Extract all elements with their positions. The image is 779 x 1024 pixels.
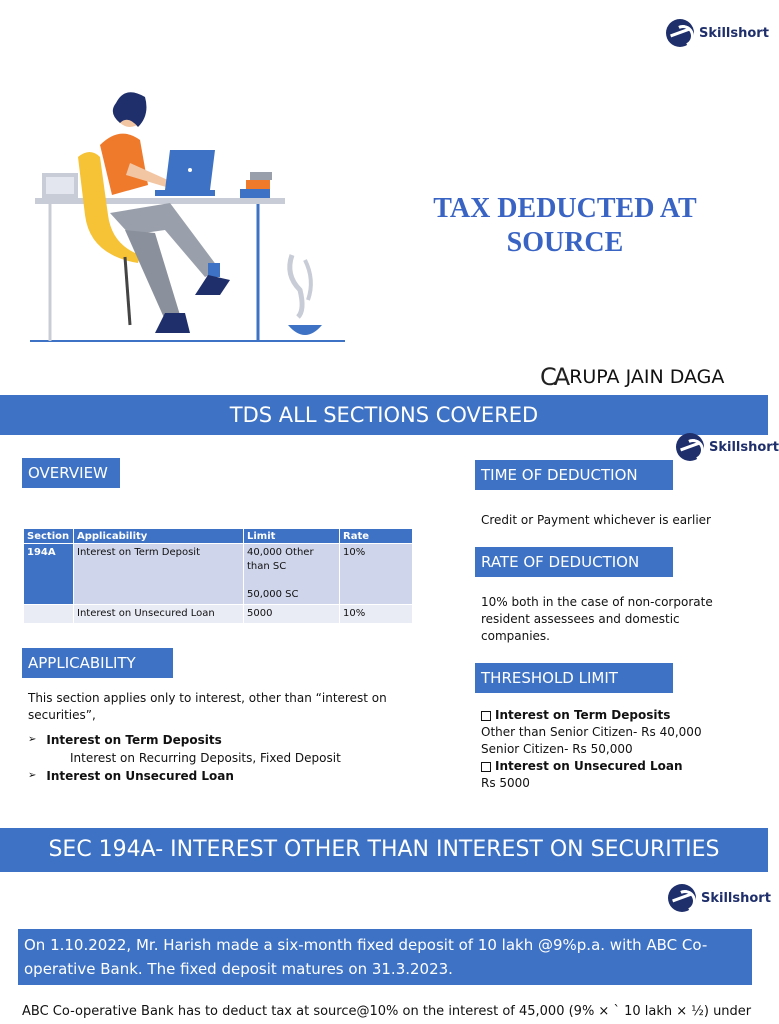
- time-of-deduction-text: Credit or Payment whichever is earlier: [481, 513, 711, 527]
- column-header: Limit: [244, 529, 340, 544]
- applicability-cell: Interest on Term Deposit: [74, 544, 244, 605]
- list-item: ➢ Interest on Term Deposits: [28, 733, 222, 747]
- checkbox-bullet-icon: [481, 762, 491, 772]
- column-header: Section: [24, 529, 74, 544]
- table-header-row: [24, 529, 413, 544]
- ca-logo: CA: [540, 363, 568, 391]
- section-cell: [24, 605, 74, 624]
- skillshort-logo-icon: [676, 433, 704, 461]
- slide-title: TAX DEDUCTED AT SOURCE: [433, 193, 697, 258]
- applicability-cell: Interest on Unsecured Loan: [74, 605, 244, 624]
- example-box: On 1.10.2022, Mr. Harish made a six-month fixed deposit of 10 lakh @9%p.a. with ABC Co- operative Bank. The fixed deposit matures on 31.3.2023.: [18, 929, 752, 985]
- arrow-bullet-icon: ➢: [28, 770, 37, 781]
- rate-cell: 10%: [340, 544, 413, 605]
- author-signature: [540, 363, 724, 391]
- woman-at-laptop-illustration: [30, 85, 360, 350]
- overview-label: OVERVIEW: [22, 458, 120, 488]
- list-item: Interest on Term Deposits: [481, 707, 702, 724]
- rate-of-deduction-text: 10% both in the case of non-corporate resident assessees and domestic companies.: [481, 595, 713, 643]
- applicability-label: APPLICABILITY: [22, 648, 173, 678]
- threshold-limit-label: THRESHOLD LIMIT: [475, 663, 673, 693]
- list-item: Interest on Unsecured Loan: [481, 758, 702, 775]
- list-item-sub: Interest on Recurring Deposits, Fixed Deposit: [70, 751, 341, 765]
- skillshort-logo: Skillshort: [676, 433, 779, 461]
- author-name: RUPA JAIN DAGA: [569, 366, 725, 388]
- explanation-text: ABC Co-operative Bank has to deduct tax at source@10% on the interest of 45,000 (9% × ` 10 lakh × ½) under: [22, 1004, 752, 1019]
- title-slide: [0, 0, 768, 395]
- skillshort-logo: Skillshort: [666, 19, 769, 47]
- table-row: [24, 544, 413, 605]
- applicability-text: This section applies only to interest, other than “interest on securities”,: [28, 691, 387, 722]
- skillshort-logo-icon: [666, 19, 694, 47]
- column-header: Rate: [340, 529, 413, 544]
- threshold-list: Interest on Term Deposits Other than Senior Citizen- Rs 40,000 Senior Citizen- Rs 50,000 Interest on Unsecured Loan Rs 5000: [481, 708, 702, 790]
- skillshort-logo: Skillshort: [668, 884, 771, 912]
- limit-cell: 5000: [244, 605, 340, 624]
- arrow-bullet-icon: ➢: [28, 734, 37, 745]
- time-of-deduction-label: TIME OF DEDUCTION: [475, 460, 673, 490]
- limit-cell: 40,000 Other than SC 50,000 SC: [244, 544, 340, 605]
- section-cell: 194A: [24, 544, 74, 605]
- slide-banner: TDS ALL SECTIONS COVERED: [0, 395, 768, 435]
- tds-table: [23, 528, 413, 624]
- list-item: ➢ Interest on Unsecured Loan: [28, 769, 234, 783]
- rate-of-deduction-label: RATE OF DEDUCTION: [475, 547, 673, 577]
- slide-banner: SEC 194A- INTEREST OTHER THAN INTEREST ON SECURITIES: [0, 828, 768, 872]
- rate-cell: 10%: [340, 605, 413, 624]
- checkbox-bullet-icon: [481, 711, 491, 721]
- sec-194a-slide: [0, 825, 771, 1024]
- skillshort-logo-icon: [668, 884, 696, 912]
- column-header: Applicability: [74, 529, 244, 544]
- tds-overview-slide: [0, 395, 779, 825]
- table-row: [24, 605, 413, 624]
- applicability-bullets: [28, 731, 341, 785]
